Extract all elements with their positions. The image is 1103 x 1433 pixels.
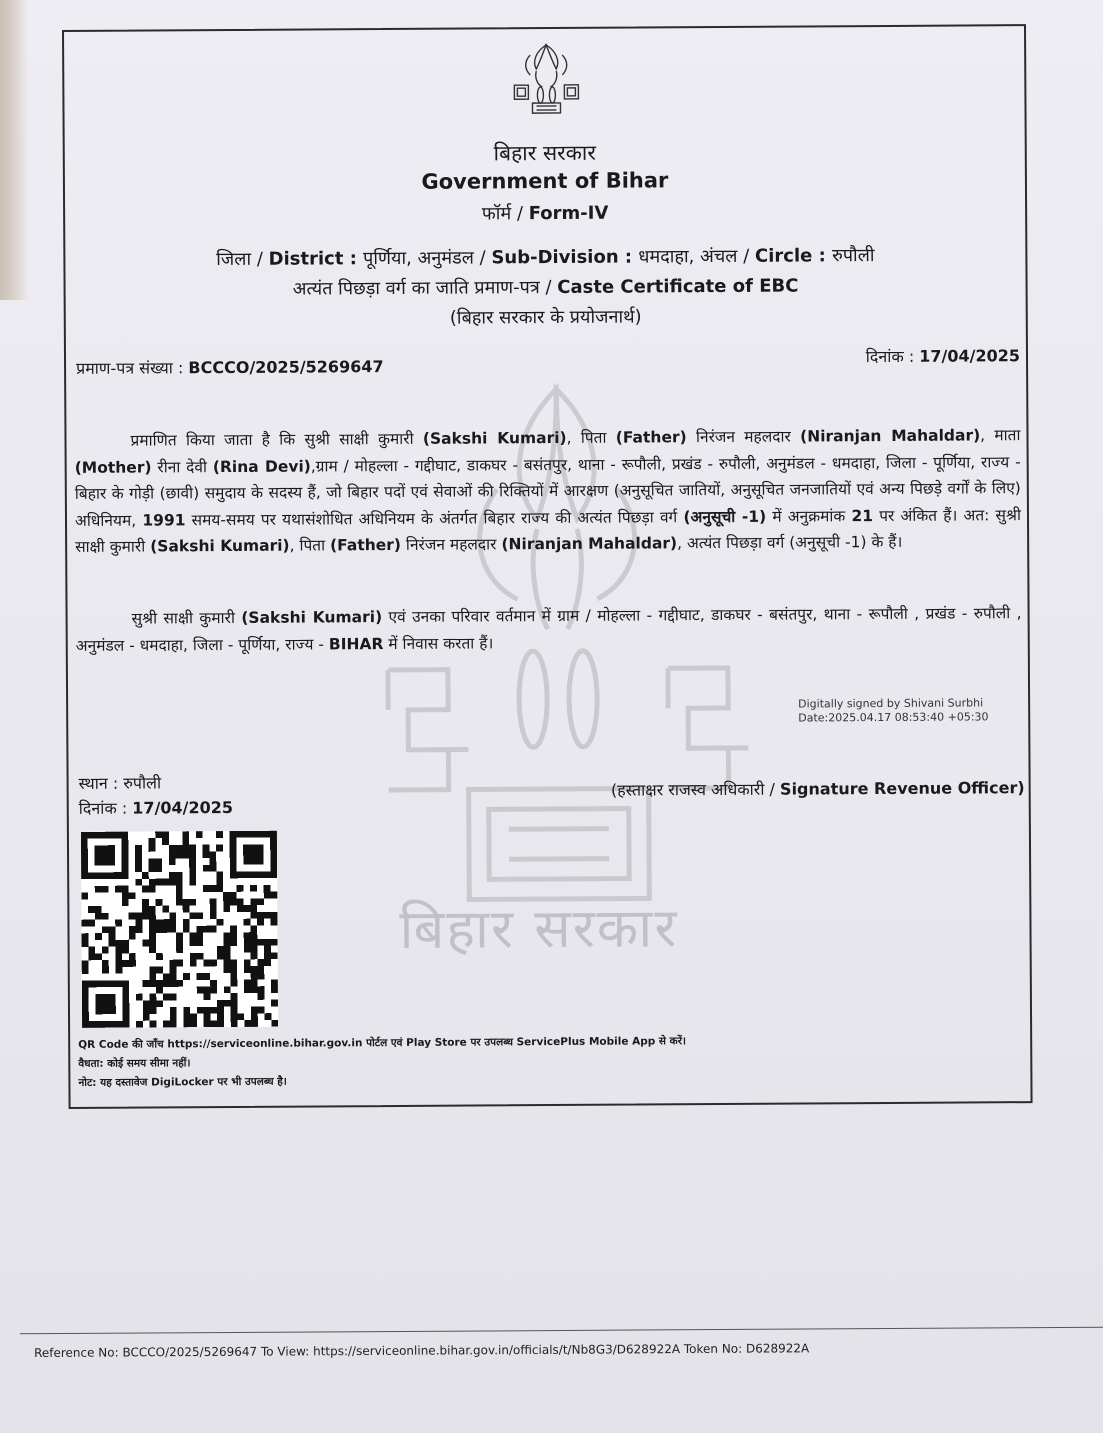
p1-text-o: में अनुक्रमांक xyxy=(766,506,852,526)
officer-signature xyxy=(611,776,1025,801)
p1-act-year: 1991 xyxy=(142,510,186,530)
p1-text-s: , पिता xyxy=(289,536,331,555)
officer-signature-hindi: (हस्ताक्षर राजस्व अधिकारी / xyxy=(610,779,781,800)
signature-date-value: 17/04/2025 xyxy=(132,797,234,818)
certificate-number-label: प्रमाण-पत्र संख्या : xyxy=(76,358,189,378)
signature-date-label: दिनांक : xyxy=(78,798,133,818)
p1-name-en-2: (Sakshi Kumari) xyxy=(150,536,290,556)
district-label-hindi: जिला / xyxy=(216,248,269,271)
circle-value: रुपौली xyxy=(831,245,875,267)
p1-father-name-en: (Niranjan Mahaldar) xyxy=(800,426,981,446)
signature-date xyxy=(79,796,233,819)
certificate-title xyxy=(66,272,1026,302)
p1-text-c: , पिता xyxy=(566,428,616,447)
p1-text-i: रीना देवी xyxy=(151,457,213,476)
digital-signature xyxy=(798,696,988,725)
title-hindi: बिहार सरकार xyxy=(493,140,596,166)
p1-mother-name-en: (Rina Devi) xyxy=(212,456,311,476)
issue-date-value: 17/04/2025 xyxy=(919,346,1021,366)
purpose-line: (बिहार सरकार के प्रयोजनार्थ) xyxy=(449,306,642,329)
form-label-english: Form-IV xyxy=(528,202,609,225)
digilocker-note: नोट: यह दस्तावेज DigiLocker पर भी उपलब्ध है। xyxy=(78,1075,287,1089)
bihar-emblem-icon xyxy=(506,37,586,117)
subdivision-label: Sub-Division : xyxy=(491,246,639,269)
subdivision-value: धमदाहा, अंचल / xyxy=(638,245,756,268)
place-value: रुपौली xyxy=(123,773,162,793)
p1-serial-number: 21 xyxy=(851,506,874,525)
p1-text-g: , माता xyxy=(980,426,1021,445)
p2-text-e: में निवास करता हैं। xyxy=(383,633,494,653)
p1-schedule: (अनुसूची -1) xyxy=(683,507,767,526)
p1-text-w: , अत्यंत पिछड़ा वर्ग (अनुसूची -1) के हैं। xyxy=(677,532,903,553)
district-line xyxy=(65,242,1025,272)
qr-verification-note: QR Code की जाँच https://serviceonline.bihar.gov.in पोर्टल एवं Play Store पर उपलब्ध ServicePlus Mobile App से करें। xyxy=(78,1035,687,1051)
p1-father-label-2: (Father) xyxy=(330,535,402,555)
district-value: पूर्णिया, अनुमंडल / xyxy=(363,247,492,270)
certificate-frame xyxy=(62,24,1033,1109)
certificate-number-value: BCCCO/2025/5269647 xyxy=(188,357,384,378)
place-label: स्थान : xyxy=(78,773,124,793)
issue-date xyxy=(866,344,1020,367)
p1-text-k: ,ग्राम / मोहल्ला - गद्दीघाट, डाकघर - बसंतपुर, थाना - रूपौली, प्रखंड - रुपौली, अनुमंडल - धमदाहा, जिला - पूर्णिया, राज्य - बिहार के गोड़ी (छावी) समुदाय के सदस्य हैं, जो बिहार पदों एवं सेवाओं की रिक्तियों में आरक्षण (अनुसूचित जातियों, अनुसूचित जनजातियों एवं अन्य पिछड़े वर्गों के लिए) अधिनियम, xyxy=(74,452,1021,530)
reference-footer: Reference No: BCCCO/2025/5269647 To View: https://serviceonline.bihar.gov.in/officials/t/Nb8G3/D628922A Token No: D628922A xyxy=(34,1341,810,1360)
certificate-title-english: Caste Certificate of EBC xyxy=(557,275,799,298)
qr-code-icon[interactable] xyxy=(81,831,278,1028)
validity-note: वैधता: कोई समय सीमा नहीं। xyxy=(78,1057,191,1070)
watermark-text: बिहार सरकार xyxy=(399,896,679,961)
p1-text-m: समय-समय पर यथासंशोधित अधिनियम के अंतर्गत बिहार राज्य की अत्यंत पिछड़ा वर्ग xyxy=(185,507,684,529)
p1-text-q: पर अंकित हैं। अत: सुश्री साक्षी कुमारी xyxy=(75,505,1022,556)
digital-signature-name: Digitally signed by Shivani Surbhi xyxy=(798,696,984,711)
form-number xyxy=(65,198,1025,228)
title-english: Government of Bihar xyxy=(421,168,669,194)
verification-notes xyxy=(78,1032,686,1093)
residence-paragraph xyxy=(76,600,1022,659)
p1-father-label: (Father) xyxy=(615,428,687,447)
left-edge-shadow xyxy=(0,0,28,300)
digital-signature-date: Date:2025.04.17 08:53:40 +05:30 xyxy=(798,710,989,725)
circle-label: Circle : xyxy=(754,245,833,267)
p1-text-a: प्रमाणित किया जाता है कि सुश्री साक्षी कुमारी xyxy=(130,429,423,450)
p1-name-en: (Sakshi Kumari) xyxy=(422,428,567,448)
certificate-title-hindi: अत्यंत पिछड़ा वर्ग का जाति प्रमाण-पत्र / xyxy=(292,276,558,300)
certification-paragraph xyxy=(74,422,1021,560)
p2-name-en: (Sakshi Kumari) xyxy=(241,608,383,627)
issue-date-label: दिनांक : xyxy=(865,346,920,367)
p1-mother-label: (Mother) xyxy=(74,457,152,477)
certificate-number xyxy=(76,355,384,379)
p2-text-c: एवं उनका परिवार वर्तमान में ग्राम / मोहल्ला - गद्दीघाट, डाकघर - बसंतपुर, थाना - रूपौली , प्रखंड - रुपौली , अनुमंडल - धमदाहा, जिला - पूर्णिया, राज्य - xyxy=(75,604,1022,655)
p1-text-e: निरंजन महलदार xyxy=(686,427,801,447)
place xyxy=(79,771,162,794)
p1-text-u: निरंजन महलदार xyxy=(400,535,502,554)
form-label-hindi: फॉर्म / xyxy=(481,203,529,225)
p2-text-a: सुश्री साक्षी कुमारी xyxy=(131,608,242,628)
district-label-english: District : xyxy=(268,248,364,270)
p2-state: BIHAR xyxy=(328,634,384,653)
officer-signature-english: Signature Revenue Officer) xyxy=(779,778,1025,799)
p1-father-name-en-2: (Niranjan Mahaldar) xyxy=(501,534,678,554)
